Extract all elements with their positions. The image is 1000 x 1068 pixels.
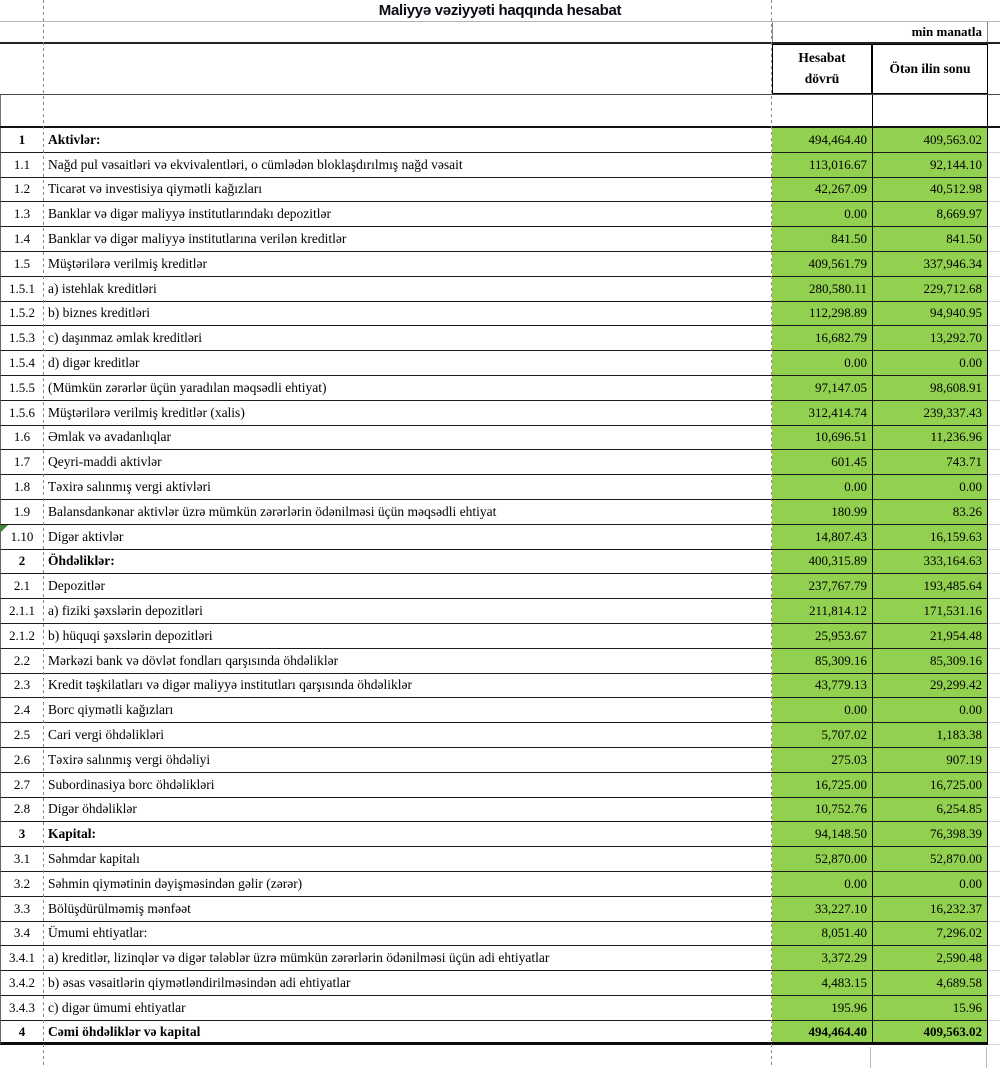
previous-year-value-cell[interactable]: 16,725.00: [872, 773, 988, 798]
previous-year-value-cell[interactable]: 841.50: [872, 227, 988, 252]
row-label-cell[interactable]: d) digər kreditlər: [43, 351, 772, 376]
row-gutter: [988, 376, 1000, 401]
current-period-value-cell[interactable]: 0.00: [772, 698, 872, 723]
row-label-cell[interactable]: Kapital:: [43, 822, 772, 847]
current-period-value-cell[interactable]: 113,016.67: [772, 153, 872, 178]
previous-year-value-cell[interactable]: 229,712.68: [872, 277, 988, 302]
empty-gutter: [988, 95, 1000, 126]
previous-year-value-cell[interactable]: 29,299.42: [872, 674, 988, 699]
previous-year-value-cell[interactable]: 52,870.00: [872, 847, 988, 872]
row-number-cell[interactable]: 2.1.2: [0, 624, 43, 649]
comment-marker-icon: [1, 525, 8, 532]
current-period-value-cell[interactable]: 94,148.50: [772, 822, 872, 847]
row-label-cell[interactable]: Banklar və digər maliyyə institutlarındakı depozitlər: [43, 202, 772, 227]
unit-row-gutter: [988, 22, 1000, 42]
row-gutter: [988, 624, 1000, 649]
row-label-cell[interactable]: Ümumi ehtiyatlar:: [43, 922, 772, 947]
current-period-value-cell[interactable]: 16,725.00: [772, 773, 872, 798]
row-gutter: [988, 822, 1000, 847]
row-gutter: [988, 525, 1000, 550]
row-number-cell[interactable]: 1.1: [0, 153, 43, 178]
column-header-current-period[interactable]: Hesabat dövrü: [772, 44, 872, 94]
statement-rows: [0, 128, 1000, 1045]
row-number-cell[interactable]: 3.1: [0, 847, 43, 872]
table-row: [0, 872, 1000, 897]
row-gutter: [988, 599, 1000, 624]
row-label-cell[interactable]: Öhdəliklər:: [43, 550, 772, 575]
row-gutter: [988, 748, 1000, 773]
row-label-cell[interactable]: Qeyri-maddi aktivlər: [43, 450, 772, 475]
current-period-value-cell[interactable]: 3,372.29: [772, 946, 872, 971]
table-row: [0, 128, 1000, 153]
row-gutter: [988, 847, 1000, 872]
row-label-cell[interactable]: Təxirə salınmış vergi aktivləri: [43, 475, 772, 500]
table-row: [0, 674, 1000, 699]
row-label-cell[interactable]: a) fiziki şəxslərin depozitləri: [43, 599, 772, 624]
row-gutter: [988, 475, 1000, 500]
current-period-value-cell[interactable]: 5,707.02: [772, 723, 872, 748]
table-row: [0, 475, 1000, 500]
current-period-value-cell[interactable]: 43,779.13: [772, 674, 872, 699]
previous-year-value-cell[interactable]: 16,232.37: [872, 897, 988, 922]
current-period-value-cell[interactable]: 42,267.09: [772, 178, 872, 203]
row-gutter: [988, 1021, 1000, 1046]
previous-year-value-cell[interactable]: 21,954.48: [872, 624, 988, 649]
table-row: [0, 202, 1000, 227]
previous-year-value-cell[interactable]: 16,159.63: [872, 525, 988, 550]
empty-row: [0, 95, 1000, 128]
row-number-cell[interactable]: 2.5: [0, 723, 43, 748]
row-gutter: [988, 450, 1000, 475]
previous-year-value-cell[interactable]: 92,144.10: [872, 153, 988, 178]
row-gutter: [988, 302, 1000, 327]
row-gutter: [988, 971, 1000, 996]
bottom-gridline-tick-right: [986, 1047, 987, 1068]
table-row: [0, 922, 1000, 947]
empty-previous-cell[interactable]: [872, 95, 988, 126]
table-row: [0, 723, 1000, 748]
row-gutter: [988, 872, 1000, 897]
row-number-cell[interactable]: 3.4: [0, 922, 43, 947]
current-period-value-cell[interactable]: 0.00: [772, 351, 872, 376]
row-number-cell[interactable]: 1: [0, 128, 43, 153]
current-period-value-cell[interactable]: 195.96: [772, 996, 872, 1021]
row-label-cell[interactable]: Aktivlər:: [43, 128, 772, 153]
previous-year-value-cell[interactable]: 907.19: [872, 748, 988, 773]
previous-year-value-cell[interactable]: 15.96: [872, 996, 988, 1021]
row-gutter: [988, 426, 1000, 451]
row-label-cell[interactable]: Digər öhdəliklər: [43, 798, 772, 823]
previous-year-value-cell[interactable]: 0.00: [872, 872, 988, 897]
row-number-cell[interactable]: 2.2: [0, 649, 43, 674]
table-row: [0, 748, 1000, 773]
previous-year-value-cell[interactable]: 193,485.64: [872, 574, 988, 599]
row-number-cell[interactable]: 1.5.6: [0, 401, 43, 426]
row-number-cell[interactable]: 1.9: [0, 500, 43, 525]
table-row: [0, 822, 1000, 847]
empty-current-cell[interactable]: [772, 95, 872, 126]
row-number-cell[interactable]: 1.6: [0, 426, 43, 451]
row-number-cell[interactable]: 2.6: [0, 748, 43, 773]
current-period-value-cell[interactable]: 312,414.74: [772, 401, 872, 426]
current-period-value-cell[interactable]: 97,147.05: [772, 376, 872, 401]
current-period-value-cell[interactable]: 275.03: [772, 748, 872, 773]
current-period-value-cell[interactable]: 237,767.79: [772, 574, 872, 599]
row-number-cell[interactable]: 1.10: [0, 525, 43, 550]
row-gutter: [988, 153, 1000, 178]
row-label-cell[interactable]: Banklar və digər maliyyə institutlarına verilən kreditlər: [43, 227, 772, 252]
row-gutter: [988, 351, 1000, 376]
current-period-value-cell[interactable]: 33,227.10: [772, 897, 872, 922]
table-row: [0, 525, 1000, 550]
table-row: [0, 897, 1000, 922]
table-row: [0, 847, 1000, 872]
row-gutter: [988, 326, 1000, 351]
row-label-cell[interactable]: Cəmi öhdəliklər və kapital: [43, 1021, 772, 1046]
previous-year-value-cell[interactable]: 13,292.70: [872, 326, 988, 351]
row-label-cell[interactable]: Kredit təşkilatları və digər maliyyə institutları qarşısında öhdəliklər: [43, 674, 772, 699]
previous-year-value-cell[interactable]: 98,608.91: [872, 376, 988, 401]
previous-year-value-cell[interactable]: 6,254.85: [872, 798, 988, 823]
row-gutter: [988, 550, 1000, 575]
row-gutter: [988, 277, 1000, 302]
row-number-cell[interactable]: 2.4: [0, 698, 43, 723]
row-label-cell[interactable]: (Mümkün zərərlər üçün yaradılan məqsədli ehtiyat): [43, 376, 772, 401]
row-gutter: [988, 897, 1000, 922]
current-period-value-cell[interactable]: 10,696.51: [772, 426, 872, 451]
previous-year-value-cell[interactable]: 85,309.16: [872, 649, 988, 674]
table-row: [0, 550, 1000, 575]
row-label-cell[interactable]: Mərkəzi bank və dövlət fondları qarşısında öhdəliklər: [43, 649, 772, 674]
current-period-value-cell[interactable]: 211,814.12: [772, 599, 872, 624]
table-row: [0, 624, 1000, 649]
row-number-cell[interactable]: 2.7: [0, 773, 43, 798]
table-row: [0, 178, 1000, 203]
current-period-value-cell[interactable]: 494,464.40: [772, 1021, 872, 1046]
row-gutter: [988, 996, 1000, 1021]
current-period-value-cell[interactable]: 16,682.79: [772, 326, 872, 351]
row-gutter: [988, 922, 1000, 947]
row-label-cell[interactable]: Ticarət və investisiya qiymətli kağızları: [43, 178, 772, 203]
current-period-value-cell[interactable]: 280,580.11: [772, 277, 872, 302]
row-number-cell[interactable]: 4: [0, 1021, 43, 1046]
table-row: [0, 946, 1000, 971]
row-number-cell[interactable]: 1.8: [0, 475, 43, 500]
row-gutter: [988, 252, 1000, 277]
previous-year-value-cell[interactable]: 409,563.02: [872, 1021, 988, 1046]
unit-note-row: [0, 22, 1000, 44]
current-period-value-cell[interactable]: 112,298.89: [772, 302, 872, 327]
previous-year-value-cell[interactable]: 2,590.48: [872, 946, 988, 971]
row-gutter: [988, 798, 1000, 823]
bottom-gridline-tick-left: [870, 1047, 871, 1068]
row-gutter: [988, 500, 1000, 525]
row-number-cell[interactable]: 1.4: [0, 227, 43, 252]
previous-year-value-cell[interactable]: 76,398.39: [872, 822, 988, 847]
row-number-cell[interactable]: 2.8: [0, 798, 43, 823]
unit-row-mid-spacer: [772, 22, 872, 42]
row-gutter: [988, 649, 1000, 674]
row-gutter: [988, 574, 1000, 599]
row-label-cell[interactable]: Bölüşdürülməmiş mənfəət: [43, 897, 772, 922]
row-label-cell[interactable]: Borc qiymətli kağızları: [43, 698, 772, 723]
row-gutter: [988, 723, 1000, 748]
row-gutter: [988, 227, 1000, 252]
table-row: [0, 649, 1000, 674]
current-period-value-cell[interactable]: 180.99: [772, 500, 872, 525]
previous-year-value-cell[interactable]: 409,563.02: [872, 128, 988, 153]
title-row: [0, 0, 1000, 22]
row-number-cell[interactable]: 3.4.3: [0, 996, 43, 1021]
current-period-value-cell[interactable]: 409,561.79: [772, 252, 872, 277]
row-label-cell[interactable]: Nağd pul vəsaitləri və ekvivalentləri, o cümlədən bloklaşdırılmış nağd vəsait: [43, 153, 772, 178]
previous-year-value-cell[interactable]: 83.26: [872, 500, 988, 525]
row-label-cell[interactable]: Balansdankənar aktivlər üzrə mümkün zərərlərin ödənilməsi üçün məqsədli ehtiyat: [43, 500, 772, 525]
table-row: [0, 574, 1000, 599]
previous-year-value-cell[interactable]: 11,236.96: [872, 426, 988, 451]
page-title[interactable]: Maliyyə vəziyyəti haqqında hesabat: [378, 2, 622, 19]
current-period-value-cell[interactable]: 14,807.43: [772, 525, 872, 550]
table-row: [0, 326, 1000, 351]
table-row: [0, 798, 1000, 823]
row-number-cell[interactable]: 1.5.5: [0, 376, 43, 401]
header-label-spacer: [0, 44, 772, 94]
row-gutter: [988, 178, 1000, 203]
row-number-cell[interactable]: 1.7: [0, 450, 43, 475]
table-row: [0, 426, 1000, 451]
row-number-cell[interactable]: 1.3: [0, 202, 43, 227]
row-number-cell[interactable]: 3.4.2: [0, 971, 43, 996]
table-row: [0, 599, 1000, 624]
row-number-cell[interactable]: 2: [0, 550, 43, 575]
previous-year-value-cell[interactable]: 239,337.43: [872, 401, 988, 426]
row-label-cell[interactable]: c) digər ümumi ehtiyatlar: [43, 996, 772, 1021]
row-number-cell[interactable]: 3: [0, 822, 43, 847]
previous-year-value-cell[interactable]: 337,946.34: [872, 252, 988, 277]
current-period-value-cell[interactable]: 400,315.89: [772, 550, 872, 575]
header-gutter: [988, 44, 1000, 94]
current-period-value-cell[interactable]: 601.45: [772, 450, 872, 475]
row-label-cell[interactable]: Əmlak və avadanlıqlar: [43, 426, 772, 451]
empty-number-cell[interactable]: [0, 95, 43, 126]
row-label-cell[interactable]: b) biznes kreditləri: [43, 302, 772, 327]
row-label-cell[interactable]: Digər aktivlər: [43, 525, 772, 550]
current-period-value-cell[interactable]: 4,483.15: [772, 971, 872, 996]
row-gutter: [988, 202, 1000, 227]
row-number-cell[interactable]: 2.1: [0, 574, 43, 599]
row-label-cell[interactable]: Subordinasiya borc öhdəlikləri: [43, 773, 772, 798]
previous-year-value-cell[interactable]: 7,296.02: [872, 922, 988, 947]
column-header-previous-year-end[interactable]: Ötən ilin sonu: [872, 44, 988, 94]
row-number-cell[interactable]: 3.4.1: [0, 946, 43, 971]
row-label-cell[interactable]: a) istehlak kreditləri: [43, 277, 772, 302]
row-label-cell[interactable]: b) əsas vəsaitlərin qiymətləndirilməsindən adi ehtiyatlar: [43, 971, 772, 996]
unit-row-spacer: [0, 22, 772, 42]
current-period-value-cell[interactable]: 0.00: [772, 872, 872, 897]
table-row: [0, 277, 1000, 302]
current-period-value-cell[interactable]: 85,309.16: [772, 649, 872, 674]
row-number-cell[interactable]: 2.3: [0, 674, 43, 699]
row-gutter: [988, 773, 1000, 798]
column-header-row: [0, 44, 1000, 95]
previous-year-value-cell[interactable]: 743.71: [872, 450, 988, 475]
table-row: [0, 698, 1000, 723]
previous-year-value-cell[interactable]: 333,164.63: [872, 550, 988, 575]
current-period-value-cell[interactable]: 8,051.40: [772, 922, 872, 947]
current-period-value-cell[interactable]: 10,752.76: [772, 798, 872, 823]
table-row: [0, 450, 1000, 475]
row-label-cell[interactable]: Müştərilərə verilmiş kreditlər: [43, 252, 772, 277]
table-row: [0, 500, 1000, 525]
previous-year-value-cell[interactable]: 1,183.38: [872, 723, 988, 748]
row-number-cell[interactable]: 2.1.1: [0, 599, 43, 624]
empty-label-cell[interactable]: [43, 95, 772, 126]
row-number-cell[interactable]: 1.5.2: [0, 302, 43, 327]
row-label-cell[interactable]: Müştərilərə verilmiş kreditlər (xalis): [43, 401, 772, 426]
row-label-cell[interactable]: b) hüquqi şəxslərin depozitləri: [43, 624, 772, 649]
row-number-cell[interactable]: 1.5: [0, 252, 43, 277]
current-period-value-cell[interactable]: 25,953.67: [772, 624, 872, 649]
table-row: [0, 996, 1000, 1021]
row-label-cell[interactable]: Səhmin qiymətinin dəyişməsindən gəlir (zərər): [43, 872, 772, 897]
row-gutter: [988, 698, 1000, 723]
previous-year-value-cell[interactable]: 0.00: [872, 698, 988, 723]
table-row: [0, 302, 1000, 327]
row-gutter: [988, 674, 1000, 699]
table-row: [0, 351, 1000, 376]
table-row: [0, 971, 1000, 996]
row-number-cell[interactable]: 1.5.1: [0, 277, 43, 302]
previous-year-value-cell[interactable]: 4,689.58: [872, 971, 988, 996]
current-period-value-cell[interactable]: 0.00: [772, 202, 872, 227]
row-label-cell[interactable]: Təxirə salınmış vergi öhdəliyi: [43, 748, 772, 773]
table-row: [0, 773, 1000, 798]
table-row: [0, 227, 1000, 252]
previous-year-value-cell[interactable]: 40,512.98: [872, 178, 988, 203]
row-number-cell[interactable]: 1.5.4: [0, 351, 43, 376]
unit-note[interactable]: min manatla: [872, 22, 988, 42]
previous-year-value-cell[interactable]: 94,940.95: [872, 302, 988, 327]
previous-year-value-cell[interactable]: 0.00: [872, 351, 988, 376]
current-period-value-cell[interactable]: 0.00: [772, 475, 872, 500]
row-number-cell[interactable]: 3.3: [0, 897, 43, 922]
row-label-cell[interactable]: Depozitlər: [43, 574, 772, 599]
row-label-cell[interactable]: Səhmdar kapitalı: [43, 847, 772, 872]
table-row: [0, 153, 1000, 178]
previous-year-value-cell[interactable]: 0.00: [872, 475, 988, 500]
table-row: [0, 1021, 1000, 1046]
current-period-value-cell[interactable]: 841.50: [772, 227, 872, 252]
current-period-value-cell[interactable]: 494,464.40: [772, 128, 872, 153]
current-period-value-cell[interactable]: 52,870.00: [772, 847, 872, 872]
row-gutter: [988, 128, 1000, 153]
table-row: [0, 252, 1000, 277]
row-gutter: [988, 946, 1000, 971]
row-label-cell[interactable]: Cari vergi öhdəlikləri: [43, 723, 772, 748]
row-label-cell[interactable]: a) kreditlər, lizinqlər və digər tələblər üzrə mümkün zərərlərin ödənilməsi üçün adi ehtiyatlar: [43, 946, 772, 971]
row-gutter: [988, 401, 1000, 426]
table-row: [0, 401, 1000, 426]
row-label-cell[interactable]: c) daşınmaz əmlak kreditləri: [43, 326, 772, 351]
row-number-cell[interactable]: 3.2: [0, 872, 43, 897]
row-number-cell[interactable]: 1.2: [0, 178, 43, 203]
table-row: [0, 376, 1000, 401]
previous-year-value-cell[interactable]: 171,531.16: [872, 599, 988, 624]
previous-year-value-cell[interactable]: 8,669.97: [872, 202, 988, 227]
row-number-cell[interactable]: 1.5.3: [0, 326, 43, 351]
